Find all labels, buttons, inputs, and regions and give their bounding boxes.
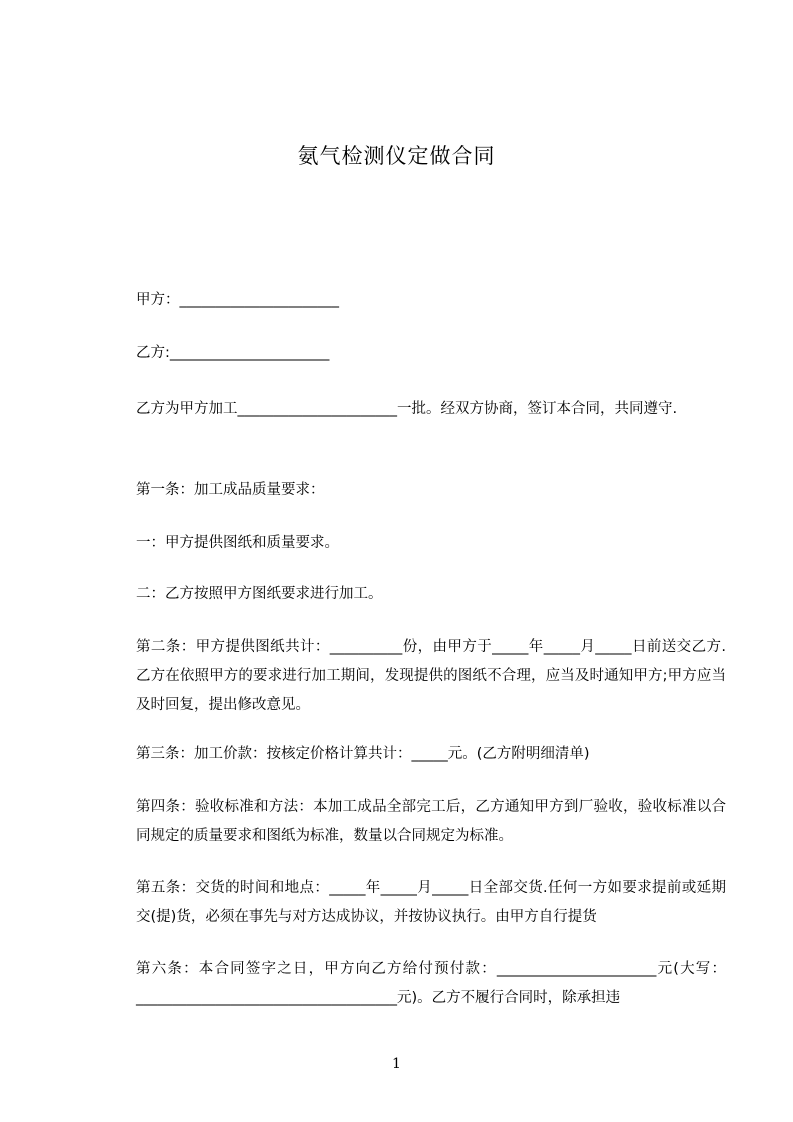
party-a-line: 甲方：______________________ [136,292,339,308]
article-3-paragraph: 第三条：加工价款：按核定价格计算共计：_____元。(乙方附明细清单) [136,746,590,762]
article-1-heading: 第一条：加工成品质量要求： [136,482,325,498]
intro-paragraph: 乙方为甲方加工______________________一批。经双方协商，签订本合同，共同遵守. [136,401,678,417]
party-b-line: 乙方:______________________ [136,345,330,361]
document-title: 氨气检测仪定做合同 [297,144,496,168]
article-1-item-2: 二：乙方按照甲方图纸要求进行加工。 [136,586,383,602]
article-5-paragraph: 第五条：交货的时间和地点：_____年_____月_____日全部交货.任何一方如要求提前或延期交(提)货，必须在事先与对方达成协议，并按协议执行。由甲方自行提货 [136,880,726,925]
article-2-paragraph: 第二条：甲方提供图纸共计：__________份，由甲方于_____年_____月_____日前送交乙方.乙方在依照甲方的要求进行加工期间，发现提供的图纸不合理，应当及时通知甲方;甲方应当及时回复，提出修改意见。 [136,639,726,713]
page-number: 1 [392,1056,401,1072]
article-4-paragraph: 第四条：验收标准和方法：本加工成品全部完工后，乙方通知甲方到厂验收，验收标准以合同规定的质量要求和图纸为标准，数量以合同规定为标准。 [136,799,726,844]
article-1-item-1: 一：甲方提供图纸和质量要求。 [136,535,339,551]
article-6-paragraph: 第六条：本合同签字之日，甲方向乙方给付预付款：______________________元(大写：____________________________________元)。乙方不履行合同时，除承担违 [136,961,726,1006]
